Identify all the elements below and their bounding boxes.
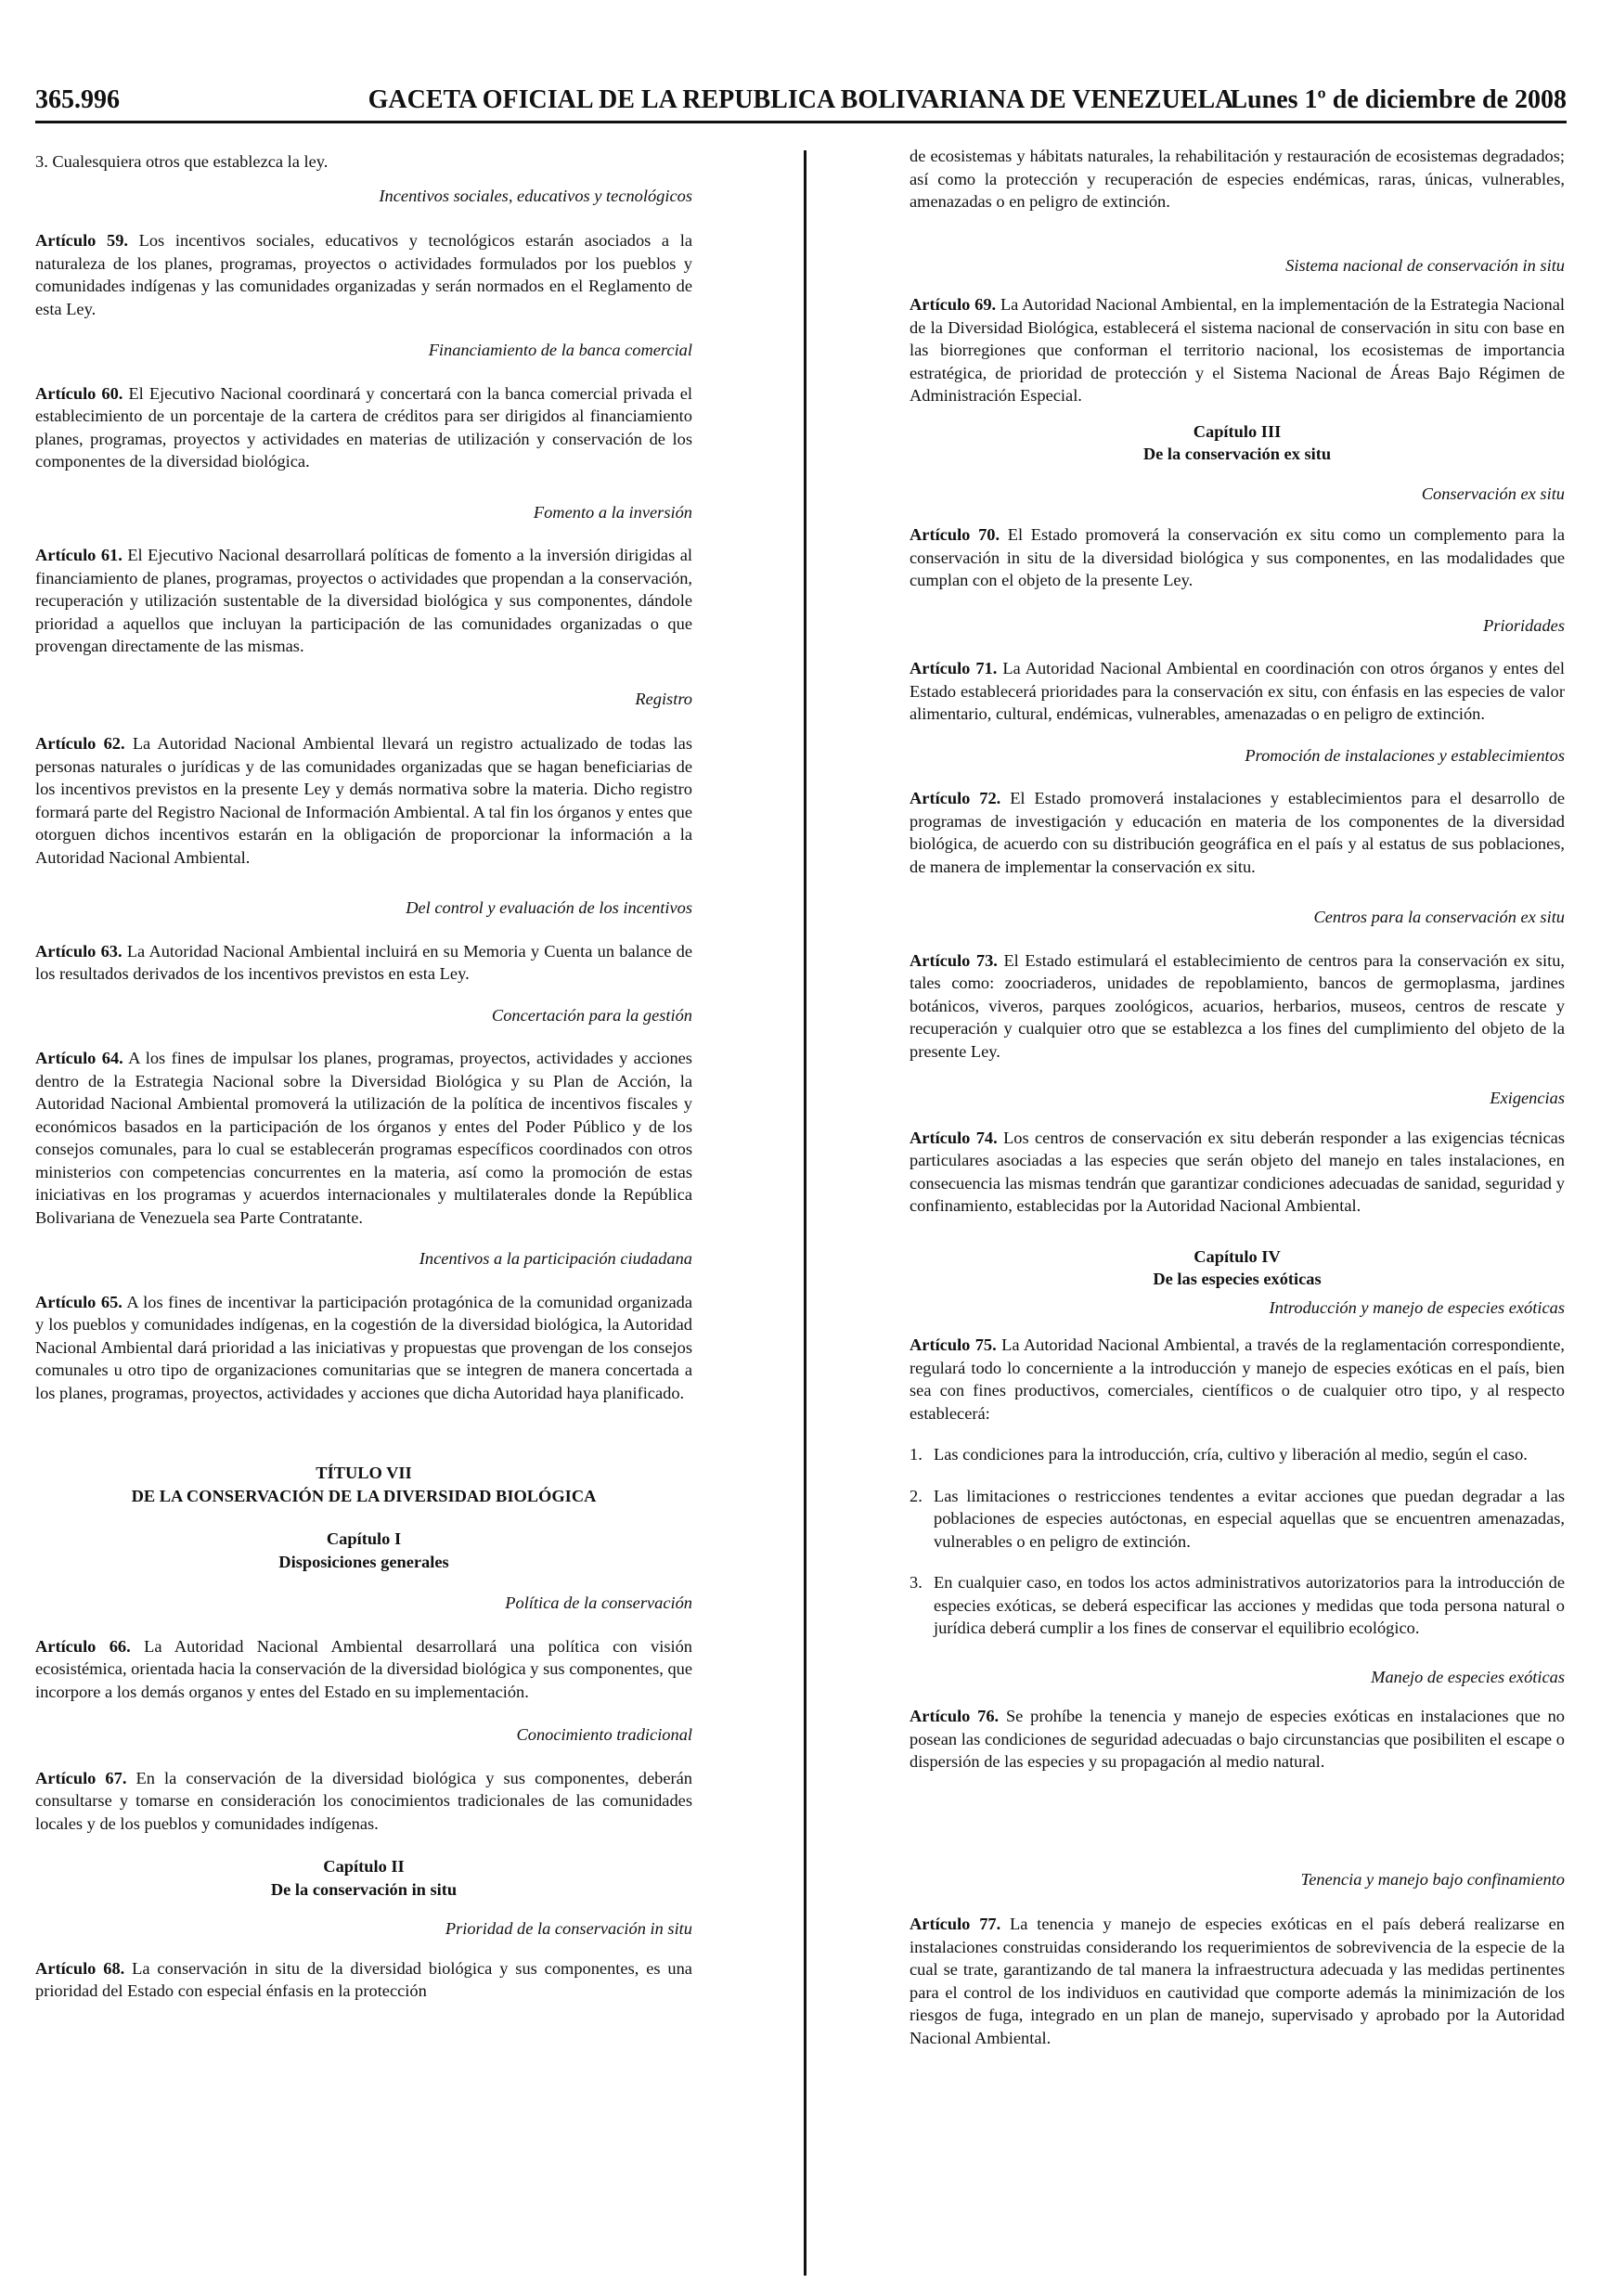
article-text: La Autoridad Nacional Ambiental en coordinación con otros órganos y entes del Estado establecerá prioridades para la conservación ex situ, con énfasis en las especies de valor alimentario, cultural, endémicas, vulnerables, amenazadas o en peligro de extinción. — [910, 659, 1565, 723]
rubric-70: Conservación ex situ — [1421, 484, 1565, 503]
article-label: Artículo 59. — [35, 231, 128, 250]
article-label: Artículo 71. — [910, 659, 998, 677]
article-62 — [35, 732, 692, 869]
article-label: Artículo 70. — [910, 525, 1000, 544]
article-label: Artículo 68. — [35, 1958, 125, 1978]
list-text: Las limitaciones o restricciones tendentes a evitar acciones que puedan degradar a las poblaciones de especies autóctonas, en especial aquellas que se encuentren amenazadas, vulnerables o en peligro de extinción. — [934, 1486, 1565, 1551]
rubric-74: Exigencias — [1490, 1089, 1565, 1107]
article-75 — [910, 1334, 1565, 1425]
chapter-name: Disposiciones generales — [278, 1552, 449, 1571]
header-rule — [35, 121, 1567, 123]
page-header — [35, 85, 1567, 132]
rubric-71: Prioridades — [1483, 615, 1565, 635]
article-text: A los fines de incentivar la participación protagónica de la comunidad organizada y los pueblos y comunidades indígenas, en la cogestión de la diversidad biológica, la Autoridad Nacional Ambiental dará prioridad a las iniciativas y propuestas que provengan de los consejos comunales u otro tipo de organizaciones comunitarias que se integren de manera concertada a los planes, programas, proyectos, actividades y acciones que dicha Autoridad haya planificado. — [35, 1292, 692, 1402]
rubric-77: Tenencia y manejo bajo confinamiento — [1300, 1869, 1565, 1889]
list-item — [910, 1443, 1565, 1466]
article-65 — [35, 1291, 692, 1405]
list-text: En cualquier caso, en todos los actos administrativos autorizatorios para la introducción de especies exóticas, se deberá especificar las acciones y medidas que toda persona natural o jurídica deberá cumplir a los fines de conservar el equilibrio ecológico. — [934, 1573, 1565, 1637]
article-59 — [35, 229, 692, 320]
list-number: 1. — [910, 1445, 923, 1464]
article-74 — [910, 1127, 1565, 1218]
article-text: El Estado estimulará el establecimiento de centros para la conservación ex situ, tales como: zoocriaderos, unidades de repoblamiento, bancos de germoplasma, jardines botánicos, viveros, parques zoológicos, acuarios, herbarios, museos, centros de rescate y recuperación y cualquier otro que se establezca a los fines del cumplimiento del objeto de la presente Ley. — [910, 950, 1565, 1061]
article-text: Los centros de conservación ex situ deberán responder a las exigencias técnicas particulares asociadas a las especies que serán objeto del manejo en tales instalaciones, en consecuencia las mismas tendrán que garantizar condiciones adecuadas de sanidad, seguridad y confinamiento, establecidas por la Autoridad Nacional Ambiental. — [910, 1128, 1565, 1215]
article-label: Artículo 73. — [910, 950, 998, 970]
list-item — [910, 1571, 1565, 1640]
rubric-63: Del control y evaluación de los incentivos — [406, 898, 692, 917]
list-number: 2. — [910, 1486, 923, 1505]
article-label: Artículo 64. — [35, 1049, 123, 1067]
rubric-68: Prioridad de la conservación in situ — [445, 1919, 692, 1938]
rubric-59: Incentivos sociales, educativos y tecnológicos — [379, 186, 692, 205]
article-68-continued: de ecosistemas y hábitats naturales, la rehabilitación y restauración de ecosistemas degradados; así como la protección y recuperación de especies endémicas, raras, únicas, vulnerables, amenazadas o en peligro de extinción. — [910, 147, 1565, 211]
rubric-69: Sistema nacional de conservación in situ — [1285, 255, 1565, 275]
chapter-name: De la conservación ex situ — [1142, 445, 1332, 463]
article-76 — [910, 1705, 1565, 1774]
rubric-67: Conocimiento tradicional — [516, 1725, 692, 1744]
article-label: Artículo 66. — [35, 1636, 131, 1656]
article-70 — [910, 523, 1565, 592]
list-item-3: 3. Cualesquiera otros que establezca la ley. — [35, 152, 329, 171]
publication-date: Lunes 1º de diciembre de 2008 — [1230, 85, 1567, 114]
article-text: El Estado promoverá la conservación ex situ como un complemento para la conservación in situ de la diversidad biológica y sus componentes, en las modalidades que cumplan con el objeto de la presente Ley. — [910, 525, 1565, 589]
article-text: La Autoridad Nacional Ambiental desarrollará una política con visión ecosistémica, orientada hacia la conservación de la diversidad biológica y sus componentes, que incorpore a los demás organos y entes del Estado en su implementación. — [35, 1636, 692, 1701]
left-column — [35, 145, 692, 2003]
article-text: Se prohíbe la tenencia y manejo de especies exóticas en instalaciones que no posean las condiciones de seguridad adecuadas o bajo circunstancias que posibiliten el escape o dispersión de las especies y su propagación al medio natural. — [910, 1707, 1565, 1771]
rubric-60: Financiamiento de la banca comercial — [428, 341, 692, 359]
article-label: Artículo 65. — [35, 1292, 123, 1311]
article-64 — [35, 1047, 692, 1229]
article-text: La Autoridad Nacional Ambiental llevará un registro actualizado de todas las personas naturales o jurídicas y de las comunidades organizadas que se hagan beneficiarias de los incentivos previstos en la presente Ley y demás normativa sobre la materia. Dicho registro formará parte del Registro Nacional de Información Ambiental. A tal fin los órganos y entes que otorguen dichos incentivos estarán en la obligación de proporcionar la información a la Autoridad Nacional Ambiental. — [35, 734, 692, 867]
article-label: Artículo 75. — [910, 1335, 997, 1354]
article-63 — [35, 940, 692, 986]
article-text: El Ejecutivo Nacional desarrollará políticas de fomento a la inversión dirigidas al financiamiento de planes, programas, proyectos o actividades que propendan a la conservación, recuperación y utilización sustentable de la diversidad biológica y sus componentes, dándole prioridad a aquellos que incluyan la participación de las comunidades organizadas o que provengan directamente de las mismas. — [35, 546, 692, 655]
chapter-name: De las especies exóticas — [1153, 1270, 1322, 1288]
article-71 — [910, 657, 1565, 726]
article-label: Artículo 74. — [910, 1128, 998, 1147]
article-66 — [35, 1635, 692, 1704]
article-label: Artículo 76. — [910, 1707, 1000, 1725]
article-text: Los incentivos sociales, educativos y tecnológicos estarán asociados a la naturaleza de los planes, programas, proyectos o actividades formulados por los pueblos y comunidades indígenas y las comunidades organizadas y serán normados en el Reglamento de esta Ley. — [35, 231, 692, 318]
article-text: La Autoridad Nacional Ambiental, a través de la reglamentación correspondiente, regulará todo lo concerniente a la introducción y manejo de especies exóticas en el país, bien sea con fines productivos, comerciales, científicos o de cualquier otro tipo, y al respecto establecerá: — [910, 1335, 1565, 1423]
publication-title: GACETA OFICIAL DE LA REPUBLICA BOLIVARIANA DE VENEZUELA — [368, 85, 1234, 114]
article-text: El Estado promoverá instalaciones y establecimientos para el desarrollo de programas de investigación y educación en materia de los componentes de la diversidad biológica, de acuerdo con su distribución geográfica en el país y al estatus de sus poblaciones, de manera de implementar la conservación ex situ. — [910, 789, 1565, 876]
list-item — [910, 1485, 1565, 1554]
page-number: 365.996 — [35, 85, 120, 114]
article-72 — [910, 787, 1565, 878]
chapter-heading: Capítulo I — [326, 1529, 402, 1548]
article-text: A los fines de impulsar los planes, programas, proyectos, actividades y acciones dentro de la Estrategia Nacional sobre la Diversidad Biológica y su Plan de Acción, la Autoridad Nacional Ambiental promoverá la utilización de la política de incentivos fiscales y económicos basados en la participación de los órganos y entes del Poder Público y de los consejos comunales, para lo cual se establecerán programas específicos coordinados con otros ministerios con competencias concurrentes en la materia, así como la promoción de estas iniciativas en los programas y acuerdos internacionales y multilaterales donde la República Bolivariana de Venezuela sea Parte Contratante. — [35, 1049, 692, 1227]
column-divider — [804, 150, 806, 2276]
article-text: La Autoridad Nacional Ambiental incluirá en su Memoria y Cuenta un balance de los resultados derivados de los incentivos previstos en esta Ley. — [35, 941, 692, 983]
article-text: En la conservación de la diversidad biológica y sus componentes, deberán consultarse y tomarse en consideración los conocimientos tradicionales de las comunidades locales y de los pueblos y comunidades indígenas. — [35, 1768, 692, 1833]
rubric-65: Incentivos a la participación ciudadana — [419, 1249, 692, 1268]
article-67 — [35, 1767, 692, 1836]
rubric-66: Política de la conservación — [505, 1593, 692, 1612]
right-column — [910, 145, 1565, 2049]
rubric-64: Concertación para la gestión — [491, 1005, 692, 1025]
article-label: Artículo 67. — [35, 1768, 127, 1787]
list-text: Las condiciones para la introducción, cría, cultivo y liberación al medio, según el caso. — [934, 1445, 1528, 1464]
article-label: Artículo 62. — [35, 734, 125, 753]
article-69 — [910, 293, 1565, 407]
article-68 — [35, 1957, 692, 2003]
rubric-73: Centros para la conservación ex situ — [1313, 908, 1565, 926]
rubric-62: Registro — [635, 689, 692, 708]
title-name: DE LA CONSERVACIÓN DE LA DIVERSIDAD BIOLÓGICA — [131, 1486, 597, 1505]
article-text: La Autoridad Nacional Ambiental, en la implementación de la Estrategia Nacional de la Diversidad Biológica, establecerá el sistema nacional de conservación in situ con base en las biorregiones que conforman el territorio nacional, los ecosistemas de importancia estratégica, de prioridad de protección y el Sistema Nacional de Áreas Bajo Régimen de Administración Especial. — [910, 295, 1565, 405]
article-label: Artículo 60. — [35, 383, 123, 403]
chapter-heading: Capítulo IV — [1194, 1246, 1281, 1266]
article-text: La conservación in situ de la diversidad biológica y sus componentes, es una prioridad del Estado con especial énfasis en la protección — [35, 1958, 692, 2000]
chapter-heading: Capítulo III — [1193, 421, 1282, 441]
chapter-name: De la conservación in situ — [270, 1879, 458, 1899]
article-label: Artículo 69. — [910, 295, 997, 314]
article-text: La tenencia y manejo de especies exóticas en el país deberá realizarse en instalaciones construidas considerando los requerimientos de sobrevivencia de la especie de la cual se trate, garantizando de tal manera la infraestructura adecuada y las medidas pertinentes para el control de los individuos en cautividad que comporte además la minimización de los riesgos de fuga, integrado en un plan de manejo, supervisado y aprobado por la Autoridad Nacional Ambiental. — [910, 1915, 1565, 2047]
rubric-72: Promoción de instalaciones y establecimientos — [1245, 745, 1565, 765]
rubric-75: Introducción y manejo de especies exóticas — [1269, 1297, 1565, 1317]
rubric-61: Fomento a la inversión — [533, 502, 692, 522]
article-label: Artículo 61. — [35, 546, 123, 564]
list-number: 3. — [910, 1573, 923, 1592]
article-label: Artículo 77. — [910, 1915, 1001, 1933]
title-heading: TÍTULO VII — [316, 1464, 412, 1482]
article-label: Artículo 63. — [35, 941, 123, 961]
chapter-heading: Capítulo II — [323, 1857, 405, 1876]
article-77 — [910, 1913, 1565, 2049]
rubric-76: Manejo de especies exóticas — [1371, 1667, 1565, 1686]
article-61 — [35, 544, 692, 658]
article-60 — [35, 382, 692, 473]
article-label: Artículo 72. — [910, 789, 1001, 807]
article-73 — [910, 949, 1565, 1064]
article-text: El Ejecutivo Nacional coordinará y concertará con la banca comercial privada el establecimiento de un porcentaje de la cartera de créditos para ser dirigidos al financiamiento planes, programas, proyectos y actividades en materias de utilización y conservación de los componentes de la diversidad biológica. — [35, 383, 692, 471]
